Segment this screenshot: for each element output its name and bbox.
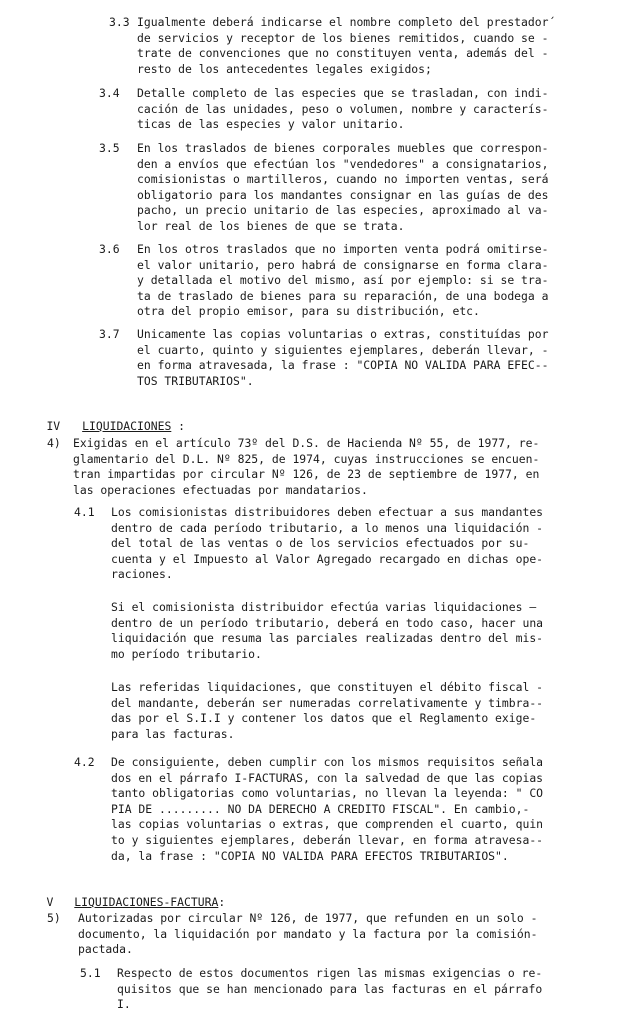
paragraph-number: 3.6 [99,242,120,256]
section-title: LIQUIDACIONES [82,418,172,433]
paragraph-3-5: En los traslados de bienes corporales muebles que correspon- den a envíos que efectúan los "vendedores" a consignatarios, comisionistas o martilleros, cuando no importen ventas, será obligatorio para los mandantes consignar en las guías de des pacho, un precio unitario de las especies, aproximado al va- lor real de los bienes de que se trata. [137,141,549,233]
paragraph-4-2: De consiguiente, deben cumplir con los mismos requisitos señala dos en el párrafo I-FACTURAS, con la salvedad de que las copias tanto obligatorias como voluntarias, no llevan la leyenda: " CO PIA DE ......... NO DA DERECHO A CREDITO FISCAL". En cambio,- las copias voluntarias o extras, que comprenden el cuarto, quin to y siguientes ejemplares, deberán llevar, en forma atravesa-- da, la frase : "COPIA NO VALIDA PARA EFECTOS TRIBUTARIOS". [111,755,544,863]
paragraph-4-1-b: Si el comisionista distribuidor efectúa varias liquidaciones — dentro de un período tributario, deberá en todo caso, hacer una liquidación que resuma las parciales realizadas dentro del mis- mo período tributario. [111,600,544,661]
paragraph-number: 5.1 [80,966,101,980]
paragraph-number: 3.5 [99,141,120,155]
paragraph-number: 4.2 [74,755,95,769]
section-roman-numeral: V [46,894,54,909]
paragraph-4: Exigidas en el artículo 73º del D.S. de Hacienda Nº 55, de 1977, re- glamentario del D.L. Nº 825, de 1974, cuyas instrucciones se encuen- tran impartidas por circular Nº 126, de 23 de septiembre de 1977, en las operaciones efectuadas por mandatarios. [73,436,540,497]
paragraph-5: Autorizadas por circular Nº 126, de 1977, que refunden en un solo - documento, la liquidación por mandato y la factura por la comisión- pactada. [78,911,538,957]
paragraph-number: 5) [47,911,61,925]
paragraph-3-4: Detalle completo de las especies que se trasladan, con indi- cación de las unidades, peso o volumen, nombre y caracterís- ticas de las especies y valor unitario. [137,86,549,132]
paragraph-number: 4.1 [74,505,95,519]
paragraph-4-1-c: Las referidas liquidaciones, que constituyen el débito fiscal - del mandante, deberán ser numeradas correlativamente y timbra-- das por el S.I.I y contener los datos que el Reglamento exige- para las facturas. [111,680,544,741]
paragraph-5-1: Respecto de estos documentos rigen las mismas exigencias o re- quisitos que se han mencionado para las facturas en el párrafo I. [117,966,543,1012]
paragraph-number: 3.4 [99,86,120,100]
section-roman-numeral: IV [46,418,61,433]
paragraph-number: 4) [47,436,61,450]
paragraph-3-6: En los otros traslados que no importen venta podrá omitirse- el valor unitario, pero habrá de consignarse en forma clara- y detallada el motivo del mismo, así por ejemplo: si se tra- ta de traslado de bienes para su reparación, de una bodega a otra del propio emisor, para su distribución, etc. [137,242,549,319]
section-title-suffix: : [218,894,226,909]
paragraph-number: 3.3 [109,15,130,29]
paragraph-4-1: Los comisionistas distribuidores deben efectuar a sus mandantes dentro de cada período tributario, a lo menos una liquidación - del total de las ventas o de los servicios efectuados por su- cuenta y el Impuesto al Valor Agregado recargado en dichas ope- raciones. [111,505,544,582]
paragraph-3-3: Igualmente deberá indicarse el nombre completo del prestador´ de servicios y receptor de los bienes remitidos, cuando se - trate de convenciones que no constituyen venta, además del - resto de los antecedentes legales exigidos; [137,15,556,76]
section-title: LIQUIDACIONES-FACTURA [74,894,219,909]
section-title-suffix: : [171,418,186,433]
paragraph-number: 3.7 [99,327,120,341]
paragraph-3-7: Unicamente las copias voluntarias o extras, constituídas por el cuarto, quinto y siguientes ejemplares, deberán llevar, - en forma atravesada, la frase : "COPIA NO VALIDA PARA EFEC-- TOS TRIBUTARIOS". [137,327,549,388]
